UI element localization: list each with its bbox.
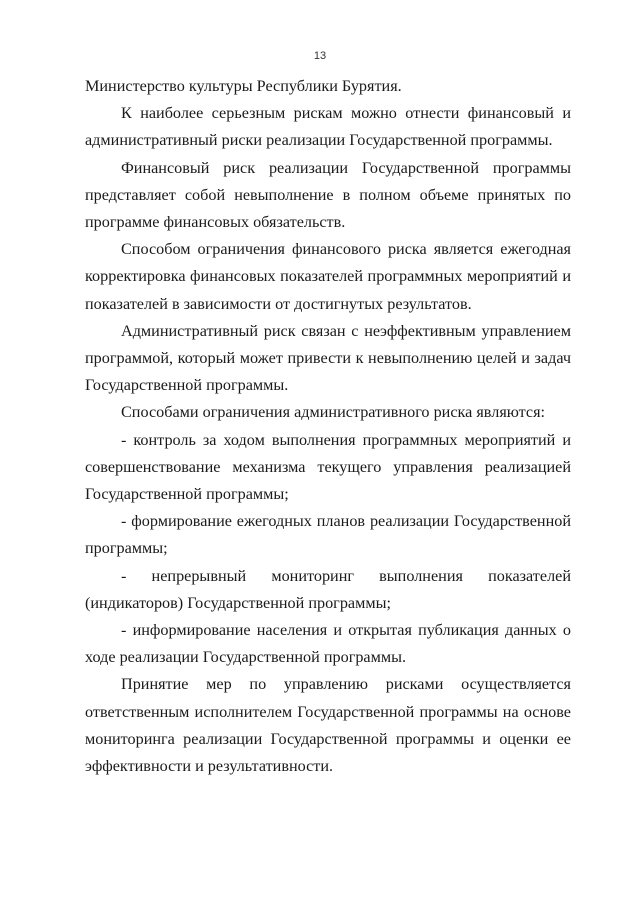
list-item-monitoring: - непрерывный мониторинг выполнения показателей (индикаторов) Государственной программы;: [85, 566, 571, 612]
paragraph-financial-risk: Финансовый риск реализации Государственной программы представляет собой невыполнение в полном объеме принятых по программе финансовых обязательств.: [85, 158, 571, 232]
list-item-annual-plans: - формирование ежегодных планов реализации Государственной программы;: [85, 512, 571, 558]
paragraph-ministry-continuation: Министерство культуры Республики Бурятия.: [85, 77, 402, 95]
page-number: 13: [313, 50, 327, 62]
paragraph-risk-management: Принятие мер по управлению рисками осуществляется ответственным исполнителем Государственной программы на основе мониторинга реализации Государственной программы и оценки ее эффективности и результативности.: [85, 675, 571, 776]
paragraph-administrative-risk: Административный риск связан с неэффективным управлением программой, который может привести к невыполнению целей и задач Государственной программы.: [85, 321, 571, 395]
list-item-control: - контроль за ходом выполнения программных мероприятий и совершенствование механизма текущего управления реализацией Государственной программы;: [85, 430, 571, 504]
list-item-public-information: - информирование населения и открытая публикация данных о ходе реализации Государственной программы.: [85, 621, 571, 667]
paragraph-administrative-mitigation-intro: Способами ограничения административного риска являются:: [121, 403, 546, 422]
document-body: [85, 73, 571, 780]
paragraph-financial-risk-mitigation: Способом ограничения финансового риска является ежегодная корректировка финансовых показателей программных мероприятий и показателей в зависимости от достигнутых результатов.: [85, 240, 571, 313]
paragraph-main-risks: К наиболее серьезным рискам можно отнести финансовый и административный риски реализации Государственной программы.: [85, 104, 571, 150]
